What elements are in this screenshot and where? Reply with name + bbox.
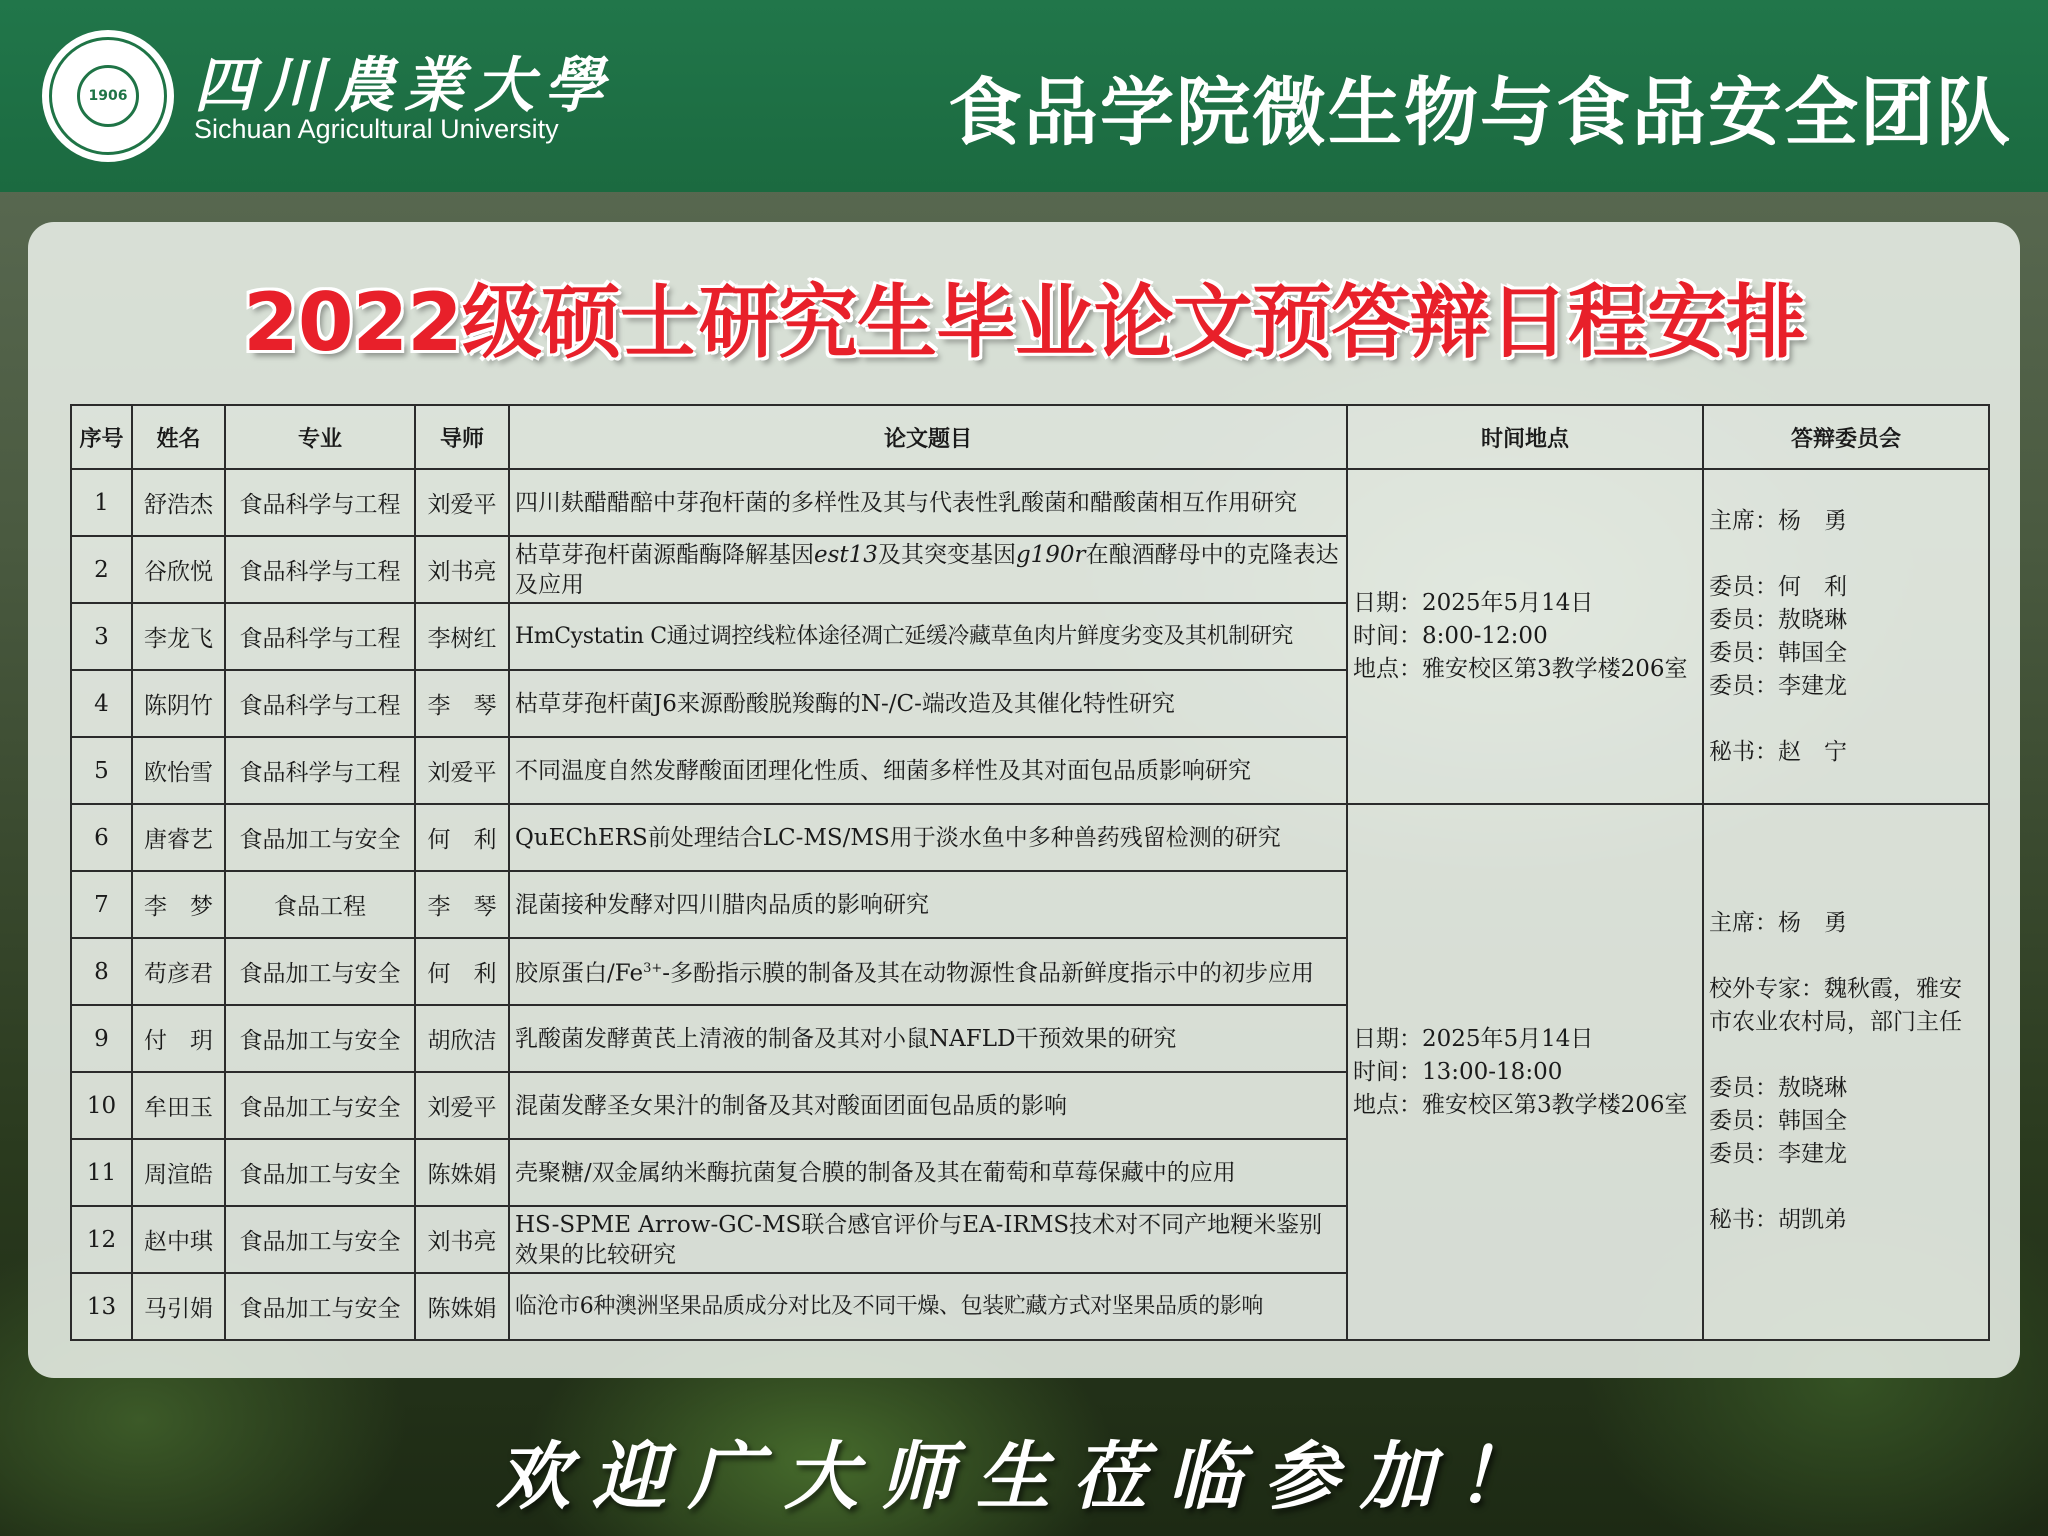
row-no: 1 — [71, 469, 132, 536]
row-no: 2 — [71, 536, 132, 603]
committee-secretary: 秘书：胡凯弟 — [1709, 1207, 1847, 1233]
session-time: 时间：13:00-18:00 — [1353, 1058, 1563, 1085]
table-header-row — [71, 405, 1989, 469]
row-no: 7 — [71, 871, 132, 938]
row-no: 10 — [71, 1072, 132, 1139]
header-major: 专业 — [225, 405, 415, 469]
row-advisor: 陈姝娟 — [415, 1273, 509, 1340]
row-no: 11 — [71, 1139, 132, 1206]
header-name: 姓名 — [132, 405, 225, 469]
header-committee: 答辩委员会 — [1703, 405, 1989, 469]
row-major: 食品科学与工程 — [225, 603, 415, 670]
spacer — [1709, 940, 1983, 973]
header-no: 序号 — [71, 405, 132, 469]
row-major: 食品加工与安全 — [225, 1206, 415, 1273]
seal-ring — [49, 37, 167, 155]
row-name: 舒浩杰 — [132, 469, 225, 536]
thesis-part: 胶原蛋白/Fe — [515, 960, 644, 987]
row-name: 付 玥 — [132, 1005, 225, 1072]
row-advisor: 刘爱平 — [415, 1072, 509, 1139]
committee-member: 委员：敖晓琳 — [1709, 1075, 1847, 1101]
committee-member: 委员：何 利 — [1709, 573, 1847, 600]
thesis-part: 枯草芽孢杆菌源酯酶降解基因 — [515, 541, 814, 568]
row-thesis: 混菌接种发酵对四川腊肉品质的影响研究 — [509, 871, 1347, 938]
committee-member: 委员：李建龙 — [1709, 1141, 1847, 1167]
row-no: 3 — [71, 603, 132, 670]
row-major: 食品科学与工程 — [225, 469, 415, 536]
session-2-committee — [1703, 804, 1989, 1340]
header-thesis: 论文题目 — [509, 405, 1347, 469]
row-no: 6 — [71, 804, 132, 871]
committee-expert: 校外专家：魏秋霞，雅安 — [1709, 976, 1962, 1002]
row-advisor: 刘爱平 — [415, 469, 509, 536]
row-thesis: 壳聚糖/双金属纳米酶抗菌复合膜的制备及其在葡萄和草莓保藏中的应用 — [509, 1139, 1347, 1206]
row-advisor: 李树红 — [415, 603, 509, 670]
university-seal-logo — [42, 30, 174, 162]
session-date: 日期：2025年5月14日 — [1353, 590, 1594, 616]
superscript: 3+ — [643, 961, 663, 977]
row-thesis — [509, 536, 1347, 603]
gene-name: g190r — [1015, 541, 1086, 568]
row-major: 食品科学与工程 — [225, 737, 415, 804]
row-name: 赵中琪 — [132, 1206, 225, 1273]
row-name: 马引娟 — [132, 1273, 225, 1340]
committee-expert-cont: 市农业农村局，部门主任 — [1709, 1009, 1962, 1035]
row-name: 周渲皓 — [132, 1139, 225, 1206]
welcome-footer: 欢迎广大师生莅临参加！ — [496, 1434, 1552, 1520]
session-place: 地点：雅安校区第3教学楼206室 — [1353, 1091, 1688, 1118]
session-2-time-place — [1347, 804, 1703, 1340]
row-no: 5 — [71, 737, 132, 804]
university-name-cn: 四川農業大學 — [194, 51, 614, 121]
thesis-part: 及其突变基因 — [877, 541, 1016, 568]
committee-member: 委员：敖晓琳 — [1709, 606, 1847, 633]
row-advisor: 刘书亮 — [415, 536, 509, 603]
committee-member: 委员：李建龙 — [1709, 672, 1847, 699]
seal-core: 1906 — [77, 65, 139, 127]
row-thesis: 临沧市6种澳洲坚果品质成分对比及不同干燥、包装贮藏方式对坚果品质的影响 — [509, 1273, 1347, 1340]
row-advisor: 刘书亮 — [415, 1206, 509, 1273]
row-name: 陈阴竹 — [132, 670, 225, 737]
row-thesis: QuEChERS前处理结合LC-MS/MS用于淡水鱼中多种兽药残留检测的研究 — [509, 804, 1347, 871]
row-thesis — [509, 938, 1347, 1005]
row-thesis: 乳酸菌发酵黄芪上清液的制备及其对小鼠NAFLD干预效果的研究 — [509, 1005, 1347, 1072]
row-name: 李 梦 — [132, 871, 225, 938]
row-name: 李龙飞 — [132, 603, 225, 670]
thesis-part: -多酚指示膜的制备及其在动物源性食品新鲜度指示中的初步应用 — [662, 960, 1315, 987]
row-no: 9 — [71, 1005, 132, 1072]
row-advisor: 何 利 — [415, 804, 509, 871]
row-thesis: 不同温度自然发酵酸面团理化性质、细菌多样性及其对面包品质影响研究 — [509, 737, 1347, 804]
table-row — [71, 469, 1989, 536]
committee-chair: 主席：杨 勇 — [1709, 507, 1847, 534]
row-advisor: 陈姝娟 — [415, 1139, 509, 1206]
header-advisor: 导师 — [415, 405, 509, 469]
row-no: 8 — [71, 938, 132, 1005]
row-major: 食品加工与安全 — [225, 1273, 415, 1340]
spacer — [1709, 703, 1983, 736]
session-1-committee — [1703, 469, 1989, 804]
row-major: 食品科学与工程 — [225, 670, 415, 737]
row-major: 食品加工与安全 — [225, 1139, 415, 1206]
thesis-part: 在酿酒酵母中的克隆表达及应用 — [515, 541, 1339, 598]
committee-member: 委员：韩国全 — [1709, 1108, 1847, 1134]
row-major: 食品加工与安全 — [225, 1005, 415, 1072]
row-name: 唐睿艺 — [132, 804, 225, 871]
row-name: 谷欣悦 — [132, 536, 225, 603]
row-no: 4 — [71, 670, 132, 737]
spacer — [1709, 1039, 1983, 1072]
defense-schedule-table — [70, 404, 1990, 1341]
team-title: 食品学院微生物与食品安全团队 — [948, 70, 2012, 156]
row-thesis: 混菌发酵圣女果汁的制备及其对酸面团面包品质的影响 — [509, 1072, 1347, 1139]
row-no: 12 — [71, 1206, 132, 1273]
table-row — [71, 804, 1989, 871]
session-date: 日期：2025年5月14日 — [1353, 1025, 1594, 1052]
row-no: 13 — [71, 1273, 132, 1340]
row-thesis: 四川麸醋醋醅中芽孢杆菌的多样性及其与代表性乳酸菌和醋酸菌相互作用研究 — [509, 469, 1347, 536]
row-advisor: 李 琴 — [415, 670, 509, 737]
spacer — [1709, 1171, 1983, 1204]
gene-name: est13 — [814, 541, 878, 568]
row-thesis: HS-SPME Arrow-GC-MS联合感官评价与EA-IRMS技术对不同产地粳米鉴别效果的比较研究 — [509, 1206, 1347, 1273]
header-time-place: 时间地点 — [1347, 405, 1703, 469]
committee-member: 委员：韩国全 — [1709, 639, 1847, 666]
row-name: 牟田玉 — [132, 1072, 225, 1139]
row-thesis: 枯草芽孢杆菌J6来源酚酸脱羧酶的N-/C-端改造及其催化特性研究 — [509, 670, 1347, 737]
row-advisor: 刘爱平 — [415, 737, 509, 804]
row-major: 食品加工与安全 — [225, 938, 415, 1005]
session-time: 时间：8:00-12:00 — [1353, 623, 1548, 649]
header-bar — [0, 0, 2048, 192]
session-place: 地点：雅安校区第3教学楼206室 — [1353, 656, 1688, 682]
row-major: 食品加工与安全 — [225, 804, 415, 871]
row-major: 食品工程 — [225, 871, 415, 938]
row-major: 食品科学与工程 — [225, 536, 415, 603]
row-thesis: HmCystatin C通过调控线粒体途径凋亡延缓冷藏草鱼肉片鲜度劣变及其机制研究 — [509, 603, 1347, 670]
session-1-time-place — [1347, 469, 1703, 804]
row-name: 苟彦君 — [132, 938, 225, 1005]
row-advisor: 胡欣洁 — [415, 1005, 509, 1072]
spacer — [1709, 538, 1983, 571]
row-advisor: 何 利 — [415, 938, 509, 1005]
row-name: 欧怡雪 — [132, 737, 225, 804]
university-name-en: Sichuan Agricultural University — [194, 114, 559, 144]
row-advisor: 李 琴 — [415, 871, 509, 938]
page-title: 2022级硕士研究生毕业论文预答辩日程安排 — [243, 276, 1805, 369]
row-major: 食品加工与安全 — [225, 1072, 415, 1139]
committee-chair: 主席：杨 勇 — [1709, 910, 1847, 936]
committee-secretary: 秘书：赵 宁 — [1709, 738, 1847, 765]
